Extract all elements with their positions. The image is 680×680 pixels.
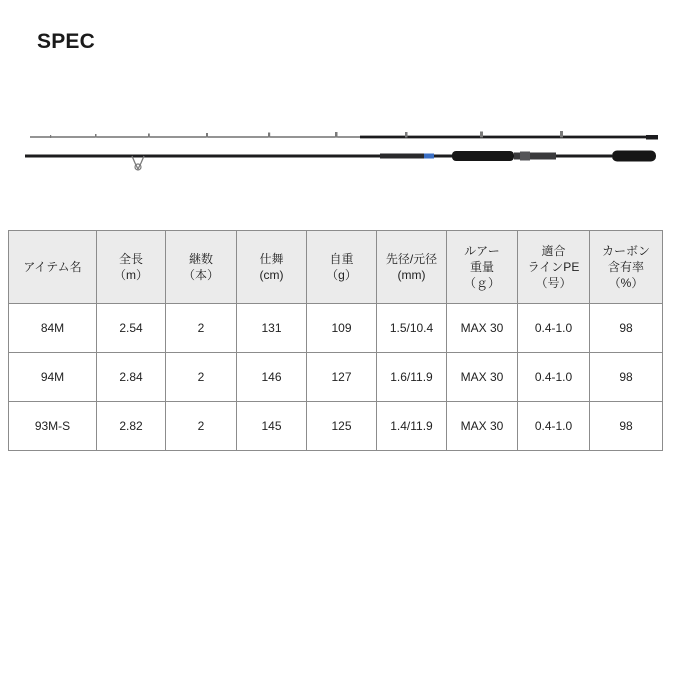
header-item-name: アイテム名	[9, 231, 97, 304]
header-lure-weight: ルアー 重量 （ｇ）	[447, 231, 518, 304]
cell-line-pe: 0.4-1.0	[518, 304, 590, 353]
cell-pieces: 2	[166, 402, 237, 451]
cell-lure-weight: MAX 30	[447, 402, 518, 451]
cell-closed-length: 145	[237, 402, 307, 451]
table-header-row	[9, 231, 663, 304]
cell-item-name: 84M	[9, 304, 97, 353]
header-pieces: 継数 （本）	[166, 231, 237, 304]
cell-weight: 109	[307, 304, 377, 353]
cell-length: 2.82	[97, 402, 166, 451]
cell-weight: 125	[307, 402, 377, 451]
rod-accent-band	[424, 154, 434, 159]
cell-item-name: 93M-S	[9, 402, 97, 451]
page-title: SPEC	[37, 30, 95, 53]
cell-carbon: 98	[590, 304, 663, 353]
header-line-pe: 適合 ラインPE （号）	[518, 231, 590, 304]
cell-carbon: 98	[590, 402, 663, 451]
rod-butt-guide	[132, 156, 144, 169]
cell-diameter: 1.6/11.9	[377, 353, 447, 402]
cell-lure-weight: MAX 30	[447, 353, 518, 402]
cell-pieces: 2	[166, 304, 237, 353]
cell-length: 2.84	[97, 353, 166, 402]
table-row	[9, 402, 663, 451]
cell-lure-weight: MAX 30	[447, 304, 518, 353]
cell-diameter: 1.5/10.4	[377, 304, 447, 353]
header-length: 全長 （m）	[97, 231, 166, 304]
cell-line-pe: 0.4-1.0	[518, 353, 590, 402]
header-diameter: 先径/元径 (mm)	[377, 231, 447, 304]
cell-item-name: 94M	[9, 353, 97, 402]
rod-reel-seat-hood	[520, 152, 530, 161]
header-carbon: カーボン 含有率 （%）	[590, 231, 663, 304]
rod-logo-band	[380, 154, 424, 159]
header-closed-length: 仕舞 (cm)	[237, 231, 307, 304]
cell-carbon: 98	[590, 353, 663, 402]
header-weight: 自重 （g）	[307, 231, 377, 304]
spec-table	[8, 230, 663, 451]
cell-closed-length: 146	[237, 353, 307, 402]
rod-fore-grip	[452, 151, 514, 161]
cell-diameter: 1.4/11.9	[377, 402, 447, 451]
rod-ferrule	[646, 135, 658, 140]
cell-weight: 127	[307, 353, 377, 402]
cell-length: 2.54	[97, 304, 166, 353]
cell-pieces: 2	[166, 353, 237, 402]
table-row	[9, 353, 663, 402]
cell-line-pe: 0.4-1.0	[518, 402, 590, 451]
fishing-rod-icon	[20, 125, 660, 180]
rod-rear-grip	[612, 151, 656, 162]
cell-closed-length: 131	[237, 304, 307, 353]
table-row	[9, 304, 663, 353]
